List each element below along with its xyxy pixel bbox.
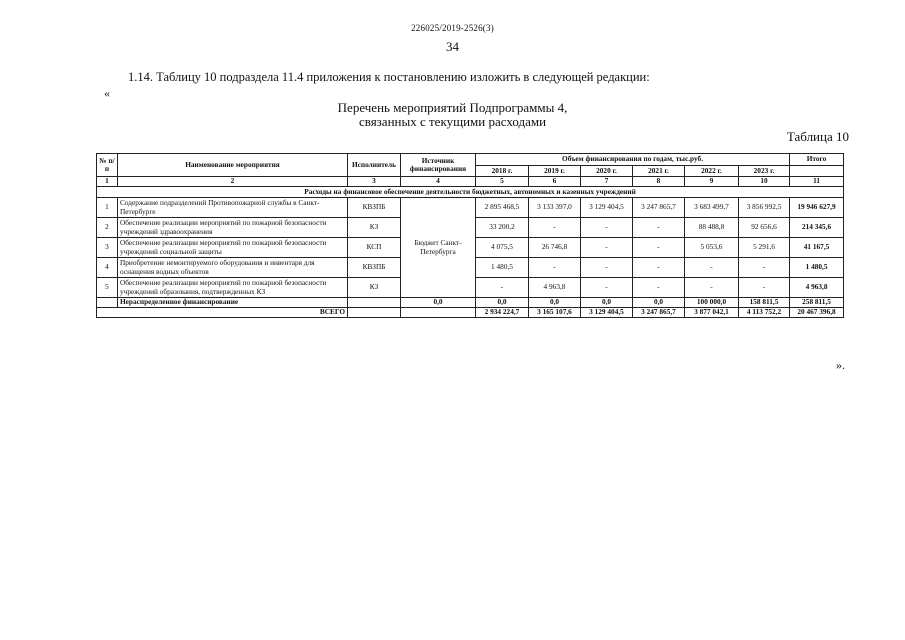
- row-value: 26 746,8: [529, 238, 581, 258]
- row-executor: КЗ: [348, 278, 401, 298]
- row-value: 88 488,8: [685, 218, 739, 238]
- column-number: 6: [529, 177, 581, 187]
- row-value: -: [685, 258, 739, 278]
- header-year: 2020 г.: [581, 166, 633, 177]
- instruction-paragraph: 1.14. Таблицу 10 подраздела 11.4 приложения к постановлению изложить в следующей редакции:: [128, 70, 650, 84]
- grand-total-value: 3 165 107,6: [529, 308, 581, 318]
- header-year: 2022 г.: [685, 166, 739, 177]
- header-year: 2019 г.: [529, 166, 581, 177]
- row-name: Обеспечение реализации мероприятий по пожарной безопасности учреждений образования, подтвержденных КЗ: [118, 278, 348, 298]
- row-num: 5: [97, 278, 118, 298]
- open-quote: «: [104, 86, 110, 100]
- row-num: 1: [97, 198, 118, 218]
- column-number: 8: [633, 177, 685, 187]
- grand-total-value: 3 247 865,7: [633, 308, 685, 318]
- row-value: -: [581, 258, 633, 278]
- column-number: 5: [476, 177, 529, 187]
- row-value: -: [581, 278, 633, 298]
- document-id: 226025/2019-2526(3): [411, 23, 494, 33]
- row-name: Обеспечение реализации мероприятий по пожарной безопасности учреждений социальной защиты: [118, 238, 348, 258]
- column-number-row: [97, 177, 844, 187]
- header-year: 2023 г.: [739, 166, 790, 177]
- row-name: Приобретение немонтируемого оборудования и инвентаря для оснащения водных объектов: [118, 258, 348, 278]
- row-executor: КВЗПБ: [348, 258, 401, 278]
- column-number: 9: [685, 177, 739, 187]
- table-title-line-2: связанных с текущими расходами: [358, 114, 547, 129]
- column-number: 4: [401, 177, 476, 187]
- header-total-spacer: [790, 166, 844, 177]
- row-num: 4: [97, 258, 118, 278]
- grand-total-source-empty: [401, 308, 476, 318]
- header-source: Источник финансирования: [401, 154, 476, 177]
- unallocated-row: [97, 298, 844, 308]
- row-value: -: [581, 218, 633, 238]
- column-number: 2: [118, 177, 348, 187]
- unallocated-label: Нераспределенное финансирование: [118, 298, 348, 308]
- row-name: Обеспечение реализации мероприятий по пожарной безопасности учреждений здравоохранения: [118, 218, 348, 238]
- unallocated-value: 0,0: [633, 298, 685, 308]
- section-title: Расходы на финансовое обеспечение деятельности бюджетных, автономных и казенных учреждений: [97, 187, 844, 198]
- unallocated-value: 0,0: [476, 298, 529, 308]
- row-value: 4 963,8: [529, 278, 581, 298]
- table-title-line-1: Перечень мероприятий Подпрограммы 4,: [337, 100, 568, 115]
- row-value: 92 656,6: [739, 218, 790, 238]
- grand-total-sum: 20 467 396,8: [790, 308, 844, 318]
- grand-total-row: [97, 308, 844, 318]
- unallocated-num-empty: [97, 298, 118, 308]
- row-value: -: [633, 258, 685, 278]
- row-value: 3 247 865,7: [633, 198, 685, 218]
- column-number: 10: [739, 177, 790, 187]
- row-name: Содержание подразделений Противопожарной службы в Санкт-Петербурге: [118, 198, 348, 218]
- unallocated-total: 258 811,5: [790, 298, 844, 308]
- row-value: -: [529, 258, 581, 278]
- page-number: 34: [446, 39, 459, 54]
- row-value: -: [685, 278, 739, 298]
- section-row: [97, 187, 844, 198]
- row-total: 214 345,6: [790, 218, 844, 238]
- row-value: 3 856 992,5: [739, 198, 790, 218]
- grand-total-value: 3 877 042,1: [685, 308, 739, 318]
- row-value: 5 053,6: [685, 238, 739, 258]
- header-funding-group: Объем финансирования по годам, тыс.руб.: [476, 154, 790, 166]
- row-total: 1 480,5: [790, 258, 844, 278]
- header-year: 2021 г.: [633, 166, 685, 177]
- unallocated-value: 158 811,5: [739, 298, 790, 308]
- row-executor: КВЗПБ: [348, 198, 401, 218]
- header-year: 2018 г.: [476, 166, 529, 177]
- header-name: Наименование мероприятия: [118, 154, 348, 177]
- row-value: -: [633, 278, 685, 298]
- row-value: -: [581, 238, 633, 258]
- grand-total-value: 4 113 752,2: [739, 308, 790, 318]
- table-row: [97, 198, 844, 218]
- column-number: 7: [581, 177, 633, 187]
- row-num: 2: [97, 218, 118, 238]
- header-total: Итого: [790, 154, 844, 166]
- row-value: 5 291,6: [739, 238, 790, 258]
- source-merged-cell: Бюджет Санкт-Петербурга: [401, 198, 476, 298]
- row-value: 3 133 397,0: [529, 198, 581, 218]
- grand-total-value: 2 934 224,7: [476, 308, 529, 318]
- row-value: 3 683 499,7: [685, 198, 739, 218]
- row-value: -: [633, 238, 685, 258]
- row-num: 3: [97, 238, 118, 258]
- header-num: № п/п: [97, 154, 118, 177]
- funding-table: [96, 153, 844, 318]
- unallocated-value: 0,0: [581, 298, 633, 308]
- row-executor: КСП: [348, 238, 401, 258]
- unallocated-executor-empty: [348, 298, 401, 308]
- row-value: -: [739, 258, 790, 278]
- row-value: 2 895 468,5: [476, 198, 529, 218]
- close-quote: ».: [836, 358, 845, 372]
- column-number: 11: [790, 177, 844, 187]
- row-value: 3 129 404,5: [581, 198, 633, 218]
- row-value: 33 200,2: [476, 218, 529, 238]
- row-value: -: [633, 218, 685, 238]
- column-number: 3: [348, 177, 401, 187]
- row-value: -: [739, 278, 790, 298]
- unallocated-value: 0,0: [529, 298, 581, 308]
- column-number: 1: [97, 177, 118, 187]
- grand-total-label: ВСЕГО: [97, 308, 348, 318]
- row-value: 4 075,5: [476, 238, 529, 258]
- unallocated-source: 0,0: [401, 298, 476, 308]
- row-value: -: [529, 218, 581, 238]
- row-total: 4 963,8: [790, 278, 844, 298]
- row-total: 19 946 627,9: [790, 198, 844, 218]
- grand-total-value: 3 129 404,5: [581, 308, 633, 318]
- grand-total-executor-empty: [348, 308, 401, 318]
- header-executor: Исполнитель: [348, 154, 401, 177]
- table-label: Таблица 10: [786, 129, 849, 144]
- row-value: 1 480,5: [476, 258, 529, 278]
- row-executor: КЗ: [348, 218, 401, 238]
- header-row-1: [97, 154, 844, 166]
- unallocated-value: 100 000,0: [685, 298, 739, 308]
- row-total: 41 167,5: [790, 238, 844, 258]
- row-value: -: [476, 278, 529, 298]
